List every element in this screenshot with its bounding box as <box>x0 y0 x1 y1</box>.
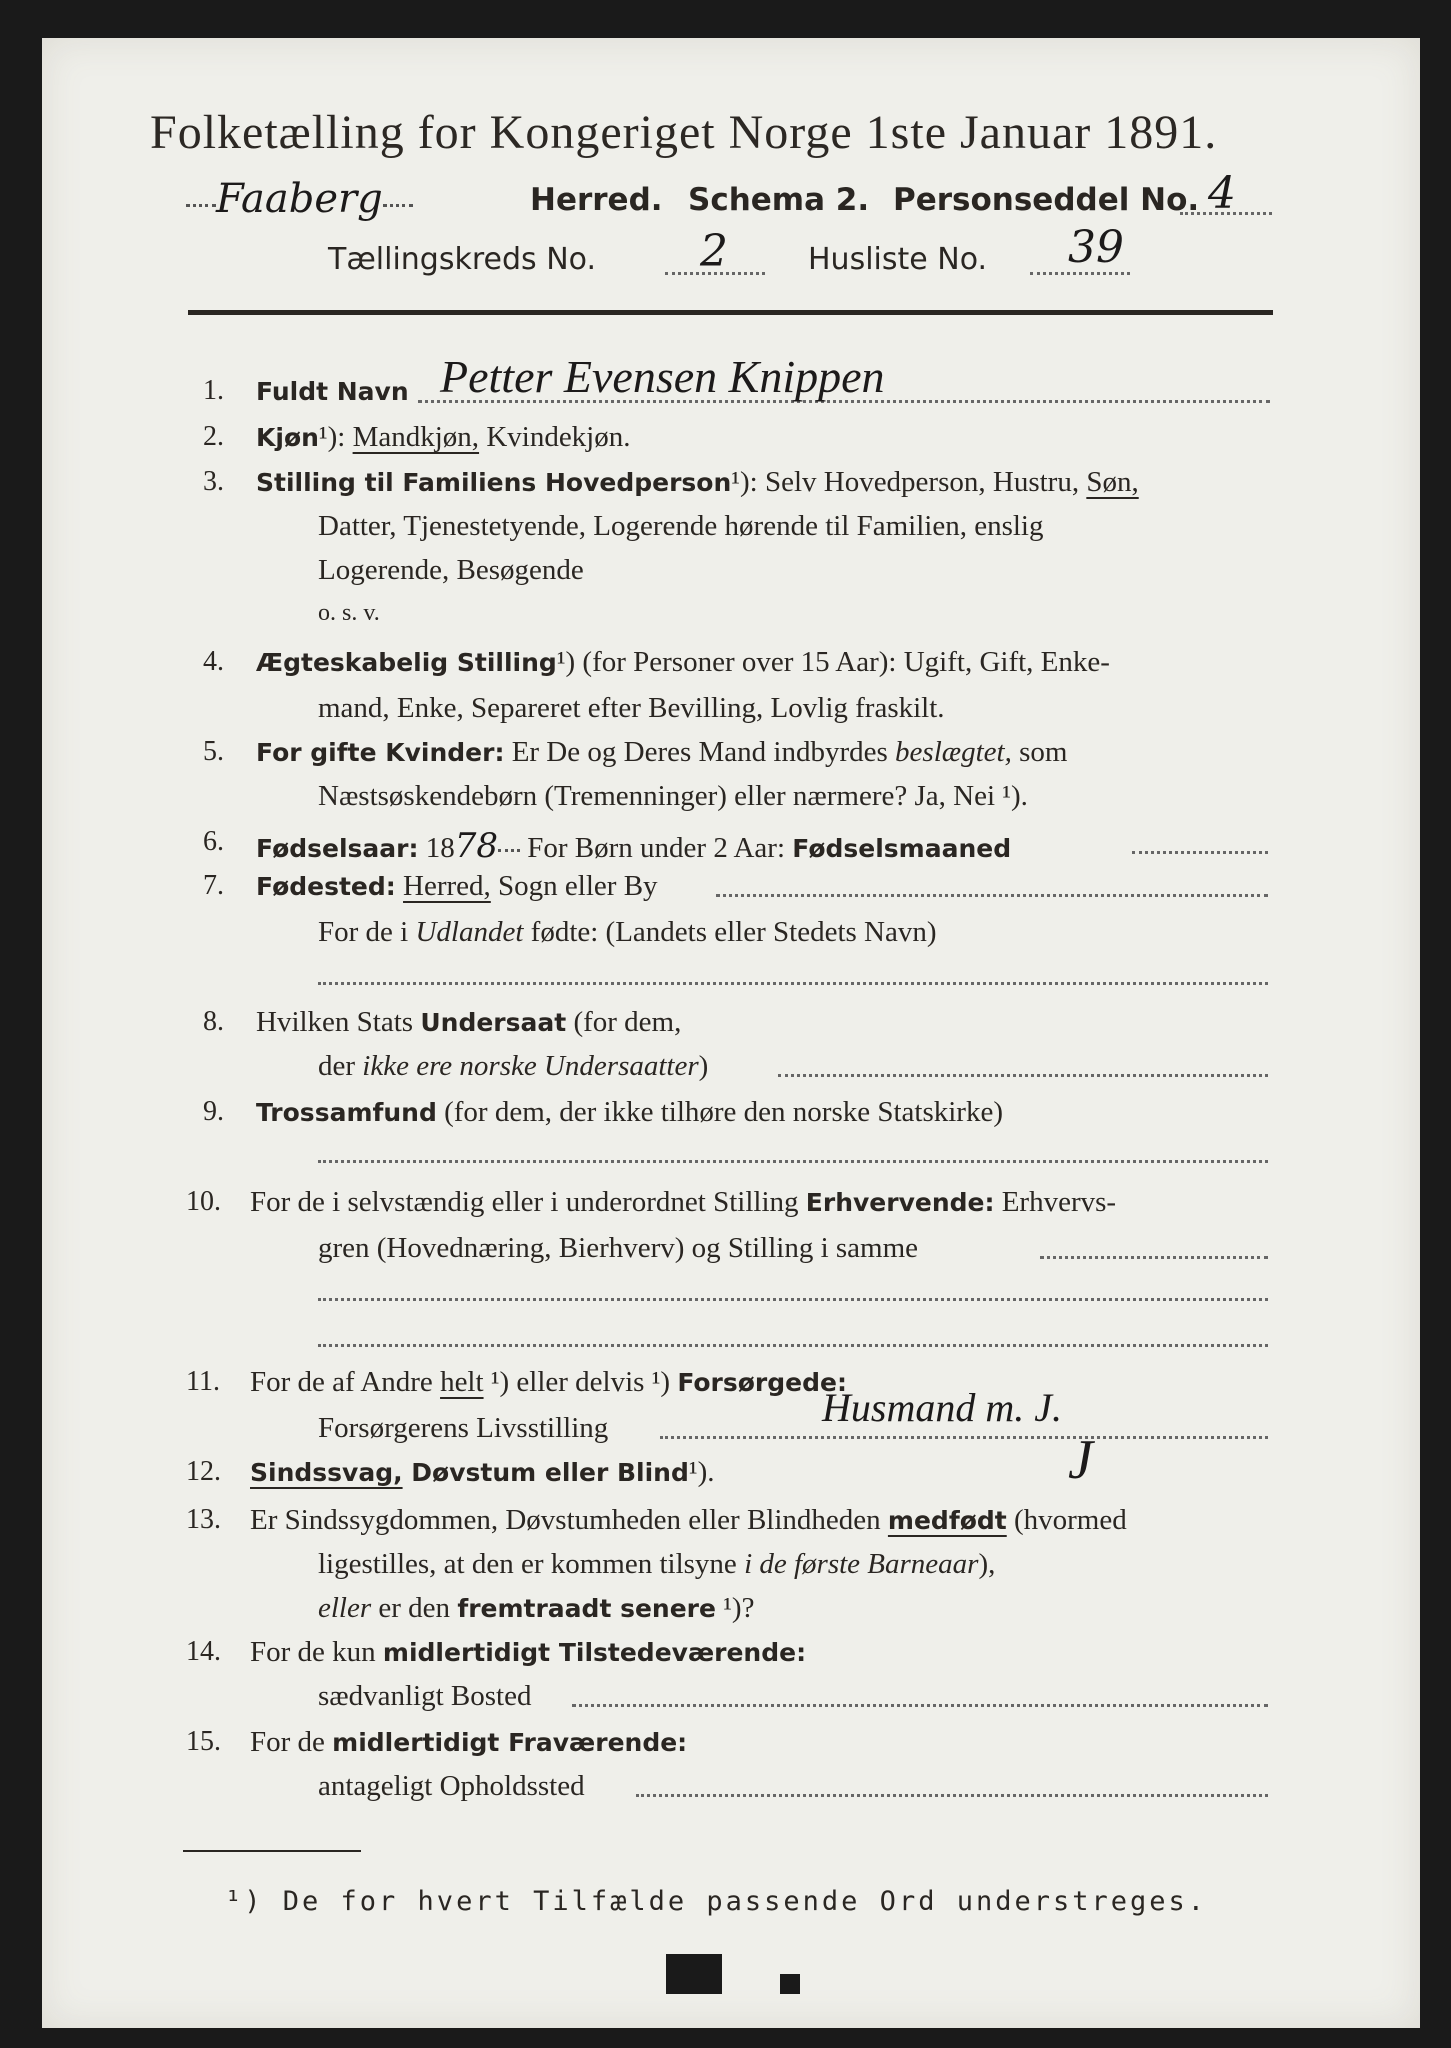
item-number: 8. <box>203 1006 224 1037</box>
dots <box>318 1160 1268 1163</box>
ink-blot <box>780 1974 800 1994</box>
item-label: Fødested: <box>256 872 396 901</box>
sup: ¹): <box>318 421 346 453</box>
item-number: 4. <box>203 646 224 677</box>
item-number: 13. <box>186 1504 221 1535</box>
dots <box>572 1704 1268 1707</box>
herred-value: Faaberg <box>216 176 383 222</box>
item-label: Erhvervende: <box>805 1188 995 1217</box>
item-label: Trossamfund <box>256 1098 437 1127</box>
item-text: som <box>1011 736 1068 768</box>
item-label: For gifte Kvinder: <box>256 738 505 767</box>
item-label: midlertidigt Tilstedeværende: <box>382 1638 807 1667</box>
item-label: Fødselsmaaned <box>792 834 1012 863</box>
item-text: For de kun <box>250 1636 383 1668</box>
footnote: ¹) De for hvert Tilfælde passende Ord understreges. <box>225 1886 1208 1917</box>
dots <box>498 848 520 852</box>
item-5-line-1 <box>256 736 1067 769</box>
dots <box>1180 212 1272 215</box>
item-4-line-1 <box>256 646 1110 679</box>
item-number: 9. <box>203 1096 224 1127</box>
item-number: 7. <box>203 870 224 901</box>
italic-text: ikke ere norske Undersaatter <box>362 1050 699 1082</box>
item-number: 6. <box>203 826 224 857</box>
item-text: (for dem, <box>566 1006 682 1038</box>
item-text: For de af Andre <box>250 1366 441 1398</box>
item-number: 10. <box>186 1186 221 1217</box>
item-text: For de i selvstændig eller i underordnet Stilling <box>250 1186 806 1218</box>
item-text: Hvilken Stats <box>256 1006 421 1038</box>
item-3-line-4: o. s. v. <box>318 600 380 626</box>
item-text: Er Sindssygdommen, Døvstumheden eller Blindheden <box>250 1504 888 1536</box>
item-text: Er De og Deres Mand indbyrdes <box>504 736 896 768</box>
italic-text: beslægtet, <box>895 736 1012 768</box>
italic-text: eller <box>318 1592 372 1624</box>
item-text: Erhvervs- <box>994 1186 1117 1218</box>
option: Kvindekjøn. <box>479 421 631 453</box>
item-text: der <box>318 1050 363 1082</box>
item-7-line-1 <box>256 870 658 903</box>
item-label: Stilling til Familiens Hovedperson <box>256 468 732 497</box>
dots <box>383 203 413 207</box>
provider-occupation-value: Husmand m. J. <box>822 1385 1062 1430</box>
kreds-label: Tællingskreds No. <box>328 242 596 277</box>
item-text: For Børn under 2 Aar: <box>520 832 793 864</box>
underlined-option: Herred, <box>403 870 491 902</box>
underlined-option: Sindssvag, <box>250 1458 403 1487</box>
husliste-value: 39 <box>1068 222 1124 273</box>
item-2-text <box>256 421 631 454</box>
item-text: ¹) eller delvis ¹) <box>483 1366 678 1398</box>
item-13-line-3 <box>318 1592 754 1625</box>
dots <box>318 1344 1268 1347</box>
item-7-line-2 <box>318 916 937 949</box>
item-text: ligestilles, at den er kommen tilsyne <box>318 1548 745 1580</box>
item-label: Døvstum eller Blind <box>402 1458 689 1487</box>
item-5-line-2: Næstsøskendebørn (Tremenninger) eller nærmere? Ja, Nei ¹). <box>318 780 1028 812</box>
item-9-line <box>256 1096 1003 1129</box>
item-11-line-2: Forsørgerens Livsstilling <box>318 1412 609 1444</box>
header-rule <box>188 310 1273 315</box>
item-number: 1. <box>203 375 224 406</box>
item-number: 15. <box>186 1726 221 1757</box>
item-13-line-2 <box>318 1548 995 1581</box>
item-10-line-2: gren (Hovednæring, Bierhverv) og Stilling i samme <box>318 1232 919 1264</box>
personseddel-value: 4 <box>1208 168 1236 219</box>
item-number: 14. <box>186 1636 221 1667</box>
item-number: 5. <box>203 736 224 767</box>
item-8-line-1 <box>256 1006 681 1039</box>
item-label: medfødt <box>887 1506 1007 1535</box>
item-12-mark: J <box>1068 1429 1093 1491</box>
item-3-line-2: Datter, Tjenestetyende, Logerende hørende til Familien, enslig <box>318 510 1044 542</box>
item-label: Ægteskabelig Stilling <box>256 648 557 677</box>
item-label: Forsørgede: <box>677 1368 847 1397</box>
item-label: midlertidigt Fraværende: <box>332 1728 688 1757</box>
italic-text: Udlandet <box>415 916 524 948</box>
item-3-line-3: Logerende, Besøgende <box>318 554 584 586</box>
husliste-label: Husliste No. <box>808 242 988 277</box>
birth-year-value: 78 <box>454 826 499 866</box>
item-text: fødte: (Landets eller Stedets Navn) <box>523 916 937 948</box>
dots <box>665 272 765 275</box>
full-name-value: Petter Evensen Knippen <box>440 351 885 402</box>
item-12-line <box>250 1456 714 1489</box>
kreds-value: 2 <box>700 226 728 277</box>
item-text: ¹). <box>688 1456 715 1488</box>
item-number: 11. <box>186 1366 220 1397</box>
item-label: Kjøn <box>256 423 319 452</box>
dots <box>636 1794 1268 1797</box>
italic-text: i de første Barneaar <box>744 1548 979 1580</box>
dots <box>318 1298 1268 1301</box>
footnote-rule <box>183 1850 361 1852</box>
herred-line <box>186 176 413 222</box>
item-4-line-2: mand, Enke, Separeret efter Bevilling, Lovlig fraskilt. <box>318 692 945 724</box>
item-text: For de <box>250 1726 333 1758</box>
item-label: Undersaat <box>420 1008 567 1037</box>
form-title: Folketælling for Kongeriget Norge 1ste Januar 1891. <box>150 106 1218 159</box>
item-label: Fuldt Navn <box>256 377 409 406</box>
census-form-page <box>42 38 1420 2028</box>
item-15-line-2: antageligt Opholdssted <box>318 1770 585 1802</box>
dots <box>186 203 216 207</box>
dots <box>716 894 1268 897</box>
item-number: 2. <box>203 421 224 452</box>
item-number: 12. <box>186 1456 221 1487</box>
item-text: ), <box>978 1548 996 1580</box>
dots <box>318 982 1268 985</box>
item-label: fremtraadt senere <box>457 1594 716 1623</box>
item-6-line <box>256 826 1011 866</box>
item-14-line-2: sædvanligt Bosted <box>318 1680 532 1712</box>
item-3-line-1 <box>256 466 1139 499</box>
item-10-line-1 <box>250 1186 1116 1219</box>
underlined-option: helt <box>440 1366 484 1398</box>
year-prefix: 18 <box>418 832 455 864</box>
item-text: (for dem, der ikke tilhøre den norske Statskirke) <box>436 1096 1003 1128</box>
underlined-option: Mandkjøn, <box>352 421 480 453</box>
item-text: ¹) (for Personer over 15 Aar): Ugift, Gift, Enke- <box>556 646 1110 678</box>
item-8-line-2: der ikke ere norske Undersaatter) <box>318 1050 709 1082</box>
item-text: ¹): Selv Hovedperson, Hustru, <box>731 466 1087 498</box>
dots <box>1040 1256 1268 1259</box>
item-text: er den <box>371 1592 458 1624</box>
item-text: ¹)? <box>715 1592 755 1624</box>
item-number: 3. <box>203 466 224 497</box>
schema-label: Schema 2. <box>688 182 870 218</box>
item-15-line-1 <box>250 1726 687 1759</box>
dots <box>1132 851 1268 854</box>
ink-blot <box>666 1954 722 1994</box>
item-label: Fødselsaar: <box>256 834 419 863</box>
herred-label: Herred. <box>530 182 663 218</box>
item-11-line-1 <box>250 1366 847 1399</box>
item-13-line-1 <box>250 1504 1127 1537</box>
item-text: For de i <box>318 916 416 948</box>
underlined-option: Søn, <box>1086 466 1139 498</box>
item-14-line-1 <box>250 1636 806 1669</box>
dots <box>778 1074 1268 1077</box>
item-text: (hvormed <box>1006 1504 1127 1536</box>
dots <box>660 1436 1268 1439</box>
personseddel-label: Personseddel No. <box>893 182 1200 218</box>
item-text: Sogn eller By <box>490 870 658 902</box>
dots <box>1030 272 1130 275</box>
